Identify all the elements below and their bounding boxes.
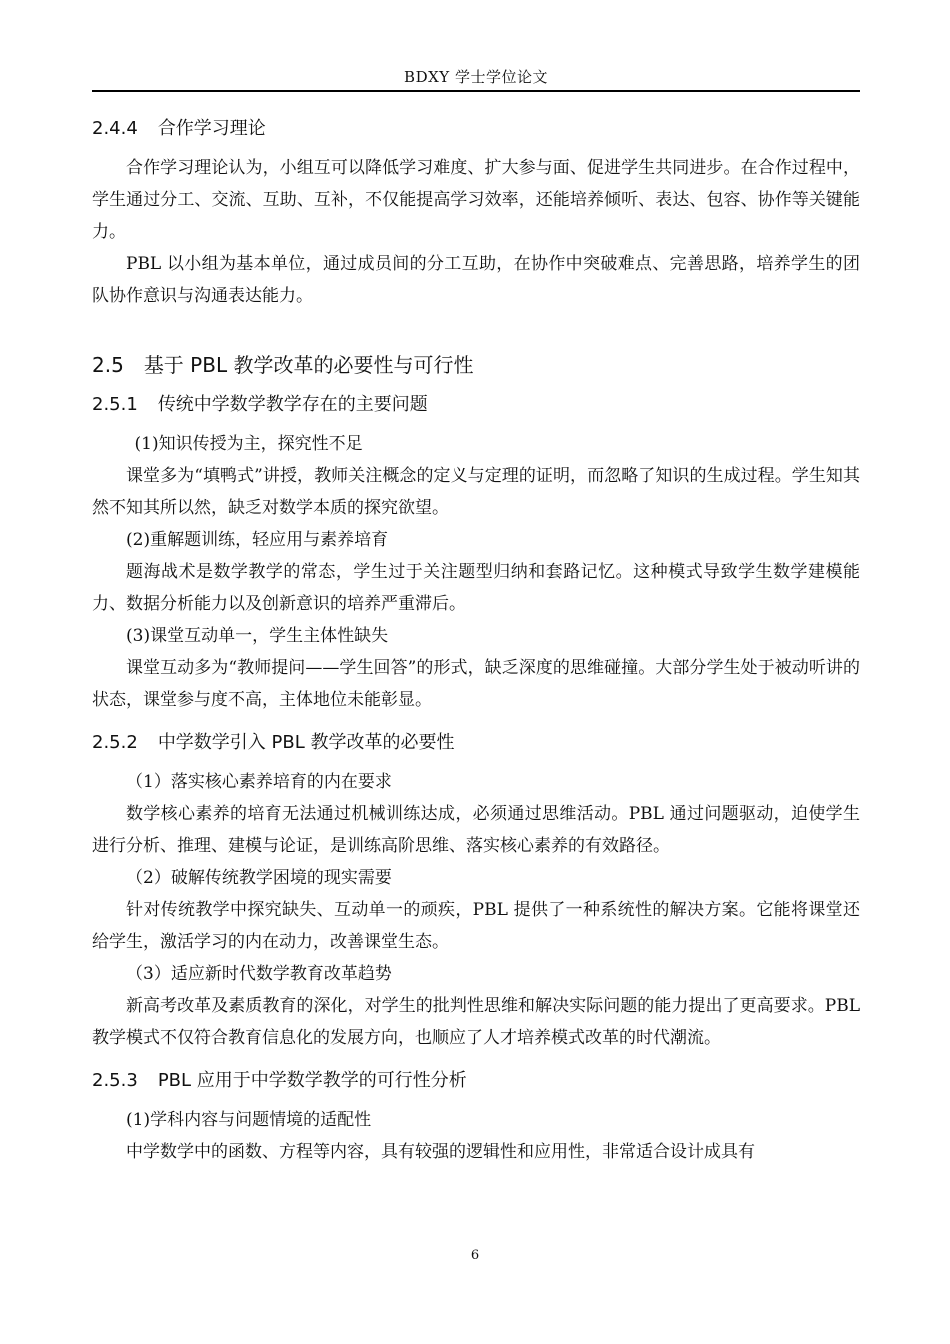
heading-2-5 — [92, 350, 860, 380]
heading-number: 2.5.3 — [92, 1070, 138, 1091]
heading-title: PBL 应用于中学数学教学的可行性分析 — [157, 1070, 467, 1091]
heading-2-5-1 — [92, 392, 860, 418]
heading-title: 合作学习理论 — [157, 118, 266, 139]
heading-number: 2.5.2 — [92, 732, 138, 753]
heading-number: 2.5.1 — [92, 394, 138, 415]
header-title: BDXY 学士学位论文 — [404, 68, 548, 86]
paragraph: 题海战术是数学教学的常态，学生过于关注题型归纳和套路记忆。这种模式导致学生数学建模能力、数据分析能力以及创新意识的培养严重滞后。 — [92, 562, 860, 614]
list-item: (1)学科内容与问题情境的适配性 — [126, 1110, 372, 1130]
list-item: （3）适应新时代数学教育改革趋势 — [126, 964, 392, 984]
paragraph: 数学核心素养的培育无法通过机械训练达成，必须通过思维活动。PBL 通过问题驱动，迫使学生进行分析、推理、建模与论证，是训练高阶思维、落实核心素养的有效路径。 — [92, 804, 860, 856]
heading-2-5-3 — [92, 1068, 860, 1094]
list-item: (1)知识传授为主，探究性不足 — [134, 434, 363, 454]
paragraph: 合作学习理论认为，小组互可以降低学习难度、扩大参与面、促进学生共同进步。在合作过程中，学生通过分工、交流、互助、互补，不仅能提高学习效率，还能培养倾听、表达、包容、协作等关键能力。 — [92, 158, 860, 242]
paragraph: 课堂多为“填鸭式”讲授，教师关注概念的定义与定理的证明，而忽略了知识的生成过程。学生知其然不知其所以然，缺乏对数学本质的探究欲望。 — [92, 466, 860, 518]
list-item: (2)重解题训练，轻应用与素养培育 — [126, 530, 389, 550]
heading-number: 2.4.4 — [92, 118, 138, 139]
heading-title: 传统中学数学教学存在的主要问题 — [157, 394, 428, 415]
paragraph: 课堂互动多为“教师提问——学生回答”的形式，缺乏深度的思维碰撞。大部分学生处于被动听讲的状态，课堂参与度不高，主体地位未能彰显。 — [92, 658, 860, 710]
list-item: （2）破解传统教学困境的现实需要 — [126, 868, 392, 888]
list-item: （1）落实核心素养培育的内在要求 — [126, 772, 392, 792]
page-number: 6 — [470, 1248, 480, 1263]
heading-2-5-2 — [92, 730, 860, 756]
heading-title: 中学数学引入 PBL 教学改革的必要性 — [157, 732, 455, 753]
list-item: (3)课堂互动单一，学生主体性缺失 — [126, 626, 389, 646]
paragraph: PBL 以小组为基本单位，通过成员间的分工互助，在协作中突破难点、完善思路，培养学生的团队协作意识与沟通表达能力。 — [92, 254, 860, 306]
document-body — [92, 108, 860, 1168]
paragraph: 中学数学中的函数、方程等内容，具有较强的逻辑性和应用性，非常适合设计成具有 — [126, 1142, 755, 1162]
paragraph: 新高考改革及素质教育的深化，对学生的批判性思维和解决实际问题的能力提出了更高要求。PBL 教学模式不仅符合教育信息化的发展方向，也顺应了人才培养模式改革的时代潮流。 — [92, 996, 860, 1048]
heading-number: 2.5 — [92, 353, 124, 377]
heading-2-4-4 — [92, 116, 860, 142]
page-header — [92, 64, 860, 92]
paragraph: 针对传统教学中探究缺失、互动单一的顽疾，PBL 提供了一种系统性的解决方案。它能将课堂还给学生，激活学习的内在动力，改善课堂生态。 — [92, 900, 860, 952]
heading-title: 基于 PBL 教学改革的必要性与可行性 — [143, 353, 474, 377]
